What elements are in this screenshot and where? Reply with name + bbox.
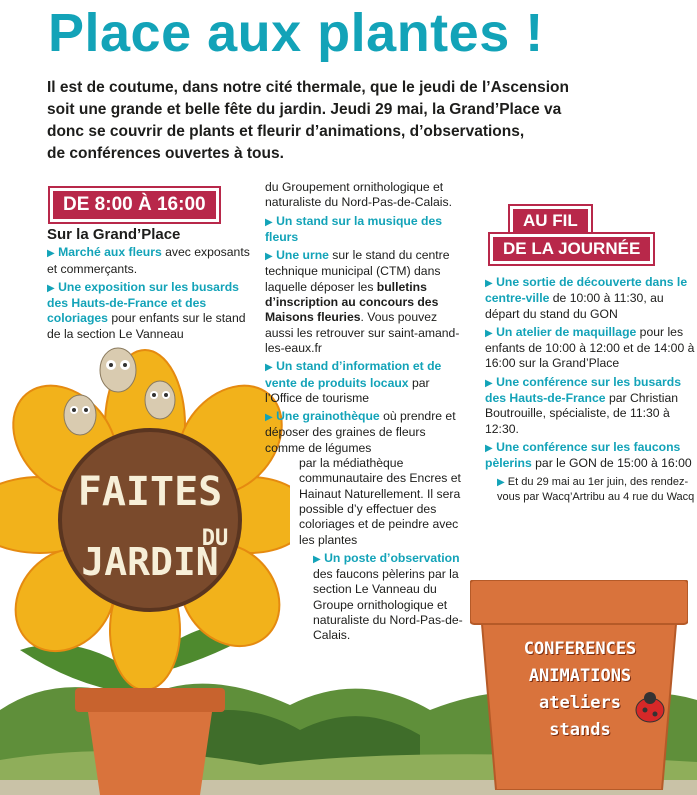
arrow-bullet-icon: ▶ bbox=[47, 248, 55, 260]
arrow-bullet-icon: ▶ bbox=[485, 327, 493, 339]
list-item: par la médiathèque communautaire des Encres et Hainaut Naturellement. Il sera possible d’y effectuer des coloriages et de peindre avec les plantes bbox=[299, 456, 461, 547]
intro-line: soit une grande et belle fête du jardin. Jeudi 29 mai, la Grand’Place va bbox=[47, 101, 562, 118]
item-highlight: Un atelier de maquillage bbox=[496, 324, 637, 339]
list-item bbox=[265, 551, 465, 644]
item-text: par Christian Boutrouille, spécialiste, de 11:30 à 12:30. bbox=[485, 391, 679, 436]
owl-icon bbox=[64, 395, 96, 435]
arrow-bullet-icon: ▶ bbox=[265, 216, 273, 228]
item-highlight: Une grainothèque bbox=[276, 409, 380, 424]
list-item bbox=[485, 375, 697, 437]
arrow-bullet-icon: ▶ bbox=[265, 251, 273, 263]
arrow-bullet-icon: ▶ bbox=[47, 282, 55, 294]
owl-icon bbox=[145, 381, 175, 419]
arrow-bullet-icon: ▶ bbox=[485, 377, 493, 389]
item-text: pour les enfants de 10:00 à 12:00 et de 14:00 à 16:00 sur la Grand’Place bbox=[485, 324, 695, 371]
logo-jardin: JARDIN bbox=[81, 540, 219, 584]
column-au-fil bbox=[485, 275, 697, 507]
list-item bbox=[47, 245, 255, 277]
list-item bbox=[265, 359, 465, 406]
arrow-bullet-icon: ▶ bbox=[265, 412, 273, 424]
item-text: de 10:00 à 11:30, au départ du stand du GON bbox=[485, 291, 664, 321]
item-highlight: Un poste d’observation bbox=[324, 550, 460, 565]
logo-faites: FAITES bbox=[77, 469, 223, 515]
item-text: pour enfants sur le stand de la section Le Vanneau bbox=[47, 311, 246, 341]
arrow-bullet-icon: ▶ bbox=[485, 442, 493, 454]
intro-line: donc se couvrir de plants et fleurir d’animations, d’observations, bbox=[47, 123, 525, 140]
item-text: avec exposants et commerçants. bbox=[47, 245, 250, 276]
pot-line: ANIMATIONS bbox=[528, 666, 632, 686]
column-middle bbox=[265, 180, 465, 647]
intro-paragraph bbox=[47, 77, 647, 165]
item-highlight: Un stand sur la musique des fleurs bbox=[265, 213, 443, 244]
section-heading: Sur la Grand’Place bbox=[47, 226, 181, 243]
list-item bbox=[265, 409, 465, 456]
hours-tag: DE 8:00 À 16:00 bbox=[50, 188, 219, 222]
pot-banner-text bbox=[475, 636, 685, 744]
item-highlight: Une sortie de découverte dans le centre-ville bbox=[485, 275, 688, 306]
item-text: où prendre et déposer des graines de fleurs comme de légumes bbox=[265, 409, 456, 455]
note-text: Et du 29 mai au 1er juin, des rendez-vous par Wacq’Artribu au 4 rue du Wacq bbox=[497, 475, 695, 503]
arrow-bullet-icon: ▶ bbox=[265, 362, 273, 374]
item-highlight: Marché aux fleurs bbox=[58, 245, 162, 260]
pot-line: stands bbox=[549, 720, 611, 740]
page-title: Place aux plantes ! bbox=[48, 3, 544, 63]
item-highlight: Une urne bbox=[276, 248, 329, 263]
arrow-bullet-icon: ▶ bbox=[313, 553, 321, 565]
flower-pot-illustration bbox=[75, 688, 225, 795]
logo-du: DU bbox=[201, 526, 229, 551]
item-text: par le GON de 15:00 à 16:00 bbox=[531, 456, 692, 471]
owl-icon bbox=[100, 348, 136, 392]
item-bold: bulletins d’inscription au concours des Maisons fleuries bbox=[265, 279, 439, 325]
item-text: par l’Office de tourisme bbox=[265, 375, 430, 405]
list-item bbox=[485, 440, 697, 472]
intro-line: Il est de coutume, dans notre cité thermale, que le jeudi de l’Ascension bbox=[47, 79, 569, 96]
fil-tag: DE LA JOURNÉE bbox=[490, 234, 653, 264]
flower-illustration bbox=[0, 330, 290, 795]
pot-line: CONFERENCES bbox=[523, 639, 637, 659]
item-highlight: Une exposition sur les busards des Hauts-de-France et des coloriages bbox=[47, 279, 239, 326]
note bbox=[485, 475, 697, 504]
list-item bbox=[265, 214, 465, 246]
list-item bbox=[485, 275, 697, 322]
pot-line: ateliers bbox=[539, 693, 621, 713]
item-text: des faucons pèlerins par la section Le Vanneau du Groupe ornithologique et naturaliste du Nord-Pas-de-Calais. bbox=[313, 567, 463, 643]
item-highlight: Une conférence sur les faucons pèlerins bbox=[485, 439, 681, 471]
column-grand-place bbox=[47, 227, 255, 345]
item-highlight: Un stand d’information et de vente de produits locaux bbox=[265, 359, 442, 390]
fil-tag: AU FIL bbox=[510, 206, 591, 236]
list-item bbox=[485, 325, 697, 372]
list-item: du Groupement ornithologique et naturaliste du Nord-Pas-de-Calais. bbox=[265, 180, 452, 210]
item-text: . Vous pouvez aussi les retrouver sur saint-amand-les-eaux.fr bbox=[265, 310, 460, 355]
arrow-bullet-icon: ▶ bbox=[485, 278, 493, 289]
list-item bbox=[47, 280, 255, 342]
arrow-bullet-icon: ▶ bbox=[497, 476, 505, 488]
item-highlight: Une conférence sur les busards des Hauts-de-France bbox=[485, 374, 682, 406]
intro-line: de conférences ouvertes à tous. bbox=[47, 145, 284, 162]
list-item bbox=[265, 248, 465, 356]
item-text: sur le stand du centre technique municipal (CTM) dans laquelle déposer les bbox=[265, 248, 450, 294]
